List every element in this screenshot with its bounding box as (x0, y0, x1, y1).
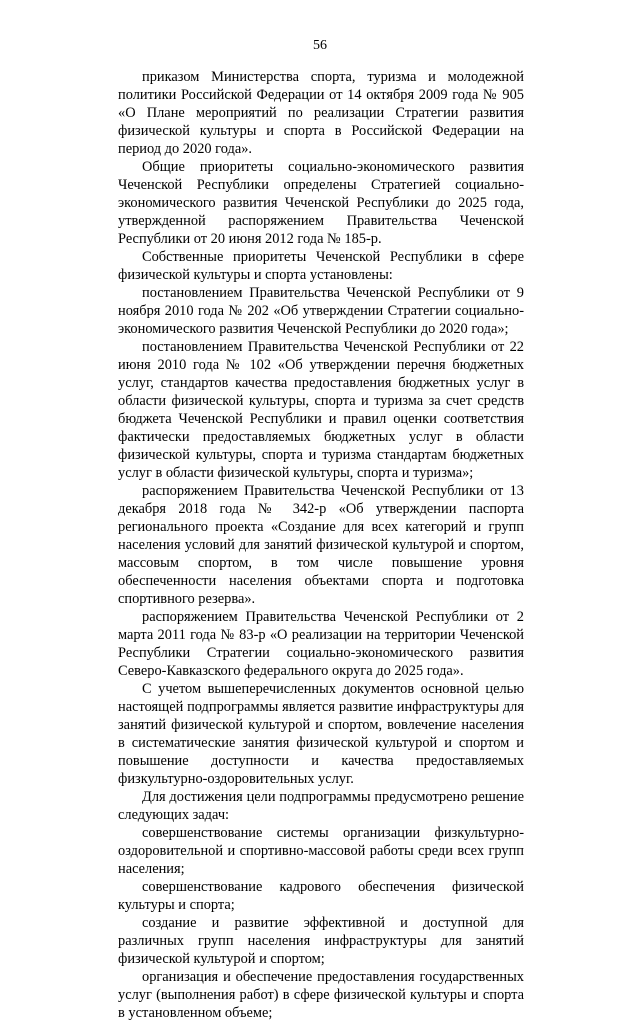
paragraph-resolution-102: постановлением Правительства Чеченской Республики от 22 июня 2010 года № 102 «Об утверждении перечня бюджетных услуг, стандартов качества предоставления бюджетных услуг в области физической культуры, спорта и туризма за счет средств бюджета Чеченской Республики и правил оценки соответствия фактически предоставляемых бюджетных услуг в области физической культуры, спорта и туризма стандартам бюджетных услуг в области физической культуры, спорта и туризма»; (118, 339, 524, 481)
paragraph-task-1: совершенствование системы организации физкультурно-оздоровительной и спортивно-массовой работы среди всех групп населения; (118, 825, 524, 877)
paragraph-main-goal: С учетом вышеперечисленных документов основной целью настоящей подпрограммы является развитие инфраструктуры для занятий физической культурой и спортом, вовлечение населения в систематические занятия физической культурой и спортом и повышение доступности и качества предоставляемых физкультурно-оздоровительных услуг. (118, 681, 524, 787)
paragraph-own-priorities: Собственные приоритеты Чеченской Республики в сфере физической культуры и спорта установлены: (118, 249, 524, 283)
paragraph-tasks-intro: Для достижения цели подпрограммы предусмотрено решение следующих задач: (118, 789, 524, 823)
paragraph-order-905: приказом Министерства спорта, туризма и молодежной политики Российской Федерации от 14 октября 2009 года № 905 «О Плане мероприятий по реализации Стратегии развития физической культуры и спорта в Российской Федерации на период до 2020 года». (118, 69, 524, 157)
paragraph-general-priorities: Общие приоритеты социально-экономического развития Чеченской Республики определены Стратегией социально-экономического развития Чеченской Республики до 2025 года, утвержденной распоряжением Правительства Чеченской Республики от 20 июня 2012 года № 185-р. (118, 159, 524, 247)
document-body (118, 68, 524, 1022)
paragraph-order-342: распоряжением Правительства Чеченской Республики от 13 декабря 2018 года № 342-р «Об утверждении паспорта регионального проекта «Создание для всех категорий и групп населения условий для занятий физической культурой и спортом, массовым спортом, в том числе повышение уровня обеспеченности населения объектами спорта и подготовка спортивного резерва». (118, 483, 524, 607)
paragraph-task-3: создание и развитие эффективной и доступной для различных групп населения инфраструктуры для занятий физической культурой и спортом; (118, 915, 524, 967)
paragraph-task-2: совершенствование кадрового обеспечения физической культуры и спорта; (118, 879, 524, 913)
page-number: 56 (313, 38, 327, 53)
paragraph-order-83: распоряжением Правительства Чеченской Республики от 2 марта 2011 года № 83-р «О реализации на территории Чеченской Республики Стратегии социально-экономического развития Северо-Кавказского федерального округа до 2025 года». (118, 609, 524, 679)
paragraph-resolution-202: постановлением Правительства Чеченской Республики от 9 ноября 2010 года № 202 «Об утверждении Стратегии социально-экономического развития Чеченской Республики до 2020 года»; (118, 285, 524, 337)
paragraph-task-4: организация и обеспечение предоставления государственных услуг (выполнения работ) в сфере физической культуры и спорта в установленном объеме; (118, 969, 524, 1021)
